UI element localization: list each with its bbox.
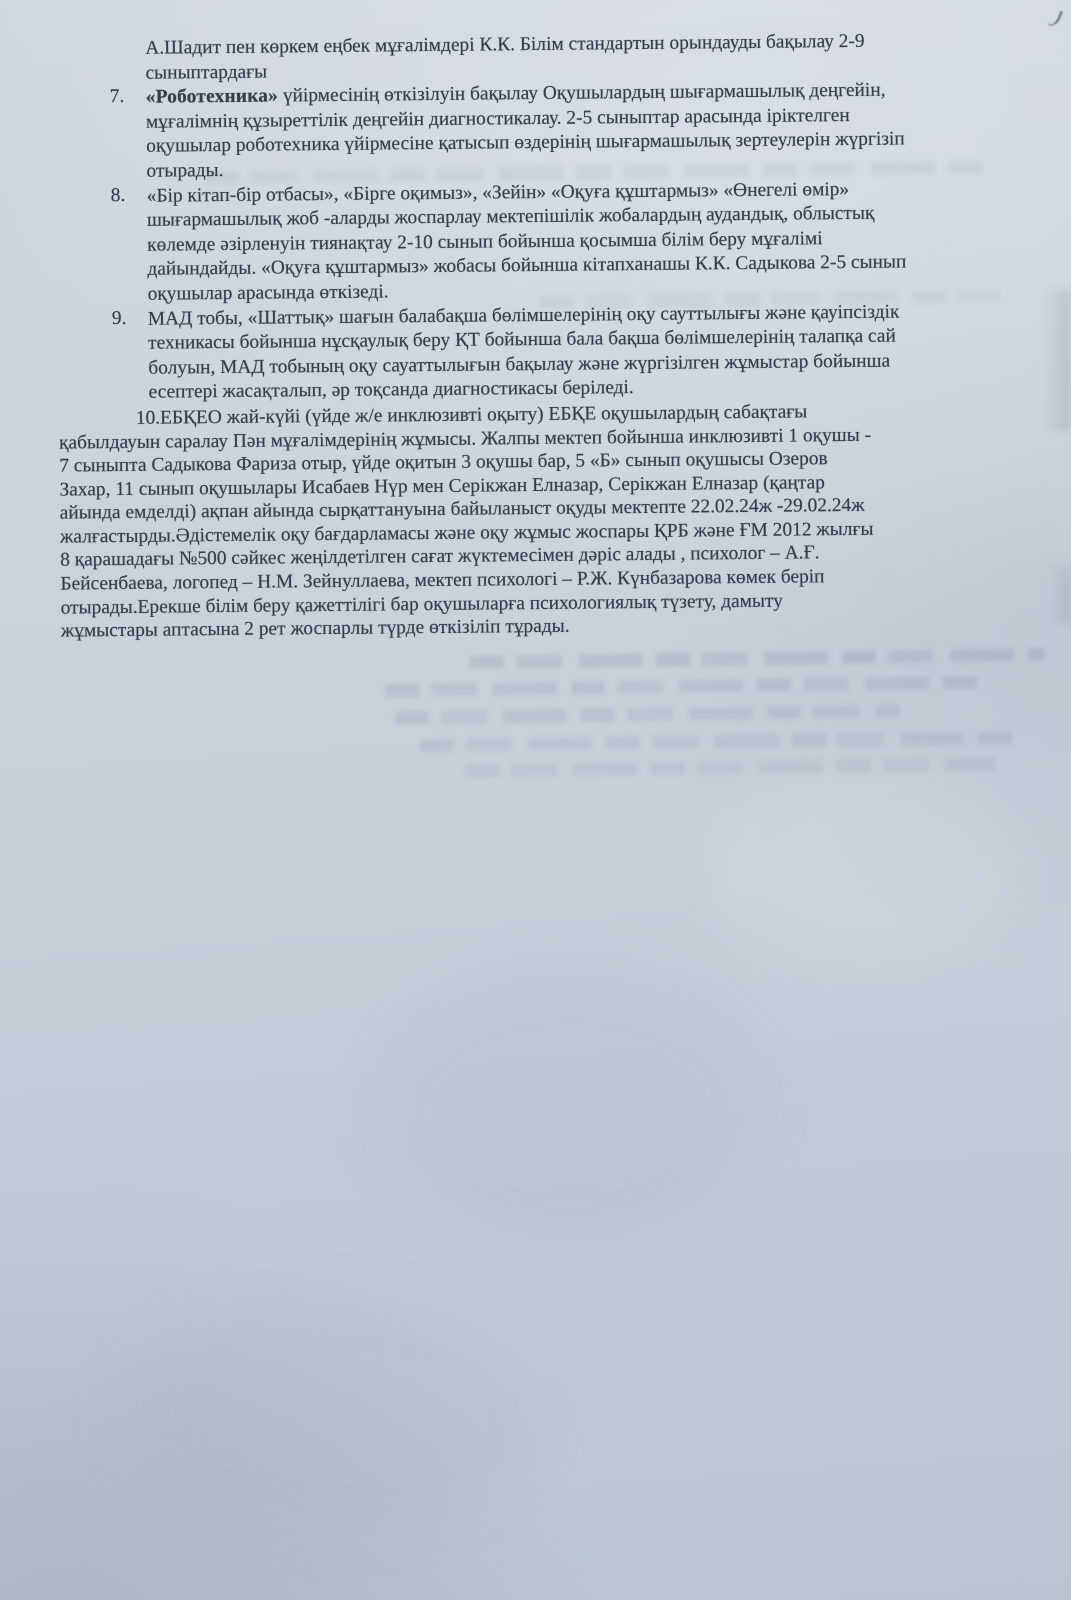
list-item-8 bbox=[0, 175, 1071, 308]
bold-term: «Роботехника» bbox=[145, 85, 279, 108]
paper-mottle bbox=[120, 1300, 540, 1530]
text-line: «Бір кітап-бір отбасы», «Бірге оқимыз», «Зейін» «Оқуға құштармыз» «Өнегелі өмір» bbox=[146, 178, 850, 207]
text-line: қабылдауын саралау Пән мұғалімдерінің жұмысы. Жалпы мектеп бойынша инклюзивті 1 оқушы - bbox=[58, 424, 872, 454]
text-line: мұғалімнің құзыреттілік деңгейін диагностикалау. 2-5 сыныптар арасында іріктелген bbox=[145, 104, 850, 133]
bleed-through-text bbox=[395, 704, 900, 724]
text-line: көлемде әзірленуін тиянақтау 2-10 сынып бойынша қосымша білім беру мұғалімі bbox=[147, 227, 823, 256]
text-line: отырады. bbox=[146, 159, 224, 182]
list-item-number: 9. bbox=[111, 307, 127, 329]
text-line: Бейсенбаева, логопед – Н.М. Зейнуллаева, мектеп психологі – Р.Ж. Күнбазарова көмек беріп bbox=[60, 566, 825, 595]
text-line: есептері жасақталып, әр тоқсанда диагностикасы беріледі. bbox=[148, 377, 634, 404]
text-line: сыныптардағы bbox=[145, 61, 268, 84]
text-line: жұмыстары аптасына 2 рет жоспарлы түрде өткізіліп тұрады. bbox=[60, 615, 570, 642]
bleed-through-text bbox=[385, 676, 985, 697]
text-line: Захар, 11 сынып оқушылары Исабаев Нүр мен Серікжан Елназар, Серікжан Елназар (қаңтар bbox=[59, 471, 825, 501]
text-line: 8 қарашадағы №500 сәйкес жеңілдетілген сағат жүктемесімен дәріс алады , психолог – А.Ғ. bbox=[60, 542, 820, 572]
text-line: жалғастырды.Әдістемелік оқу бағдарламасы және оқу жұмыс жоспары ҚРБ және ҒМ 2012 жылғы bbox=[59, 518, 874, 548]
text-line: оқушылар роботехника үйірмесіне қатысып өздерінің шығармашылық зертеулерін жүргізіп bbox=[146, 128, 905, 158]
list-item-number: 8. bbox=[110, 184, 126, 206]
text-line: 7 сыныпта Садыкова Фариза отыр, үйде оқитын 3 оқушы бар, 5 «Б» сынып оқушысы Озеров bbox=[59, 448, 828, 477]
list-item-number: 7. bbox=[109, 86, 125, 108]
list-item-7 bbox=[0, 77, 1070, 186]
hanging-continuation bbox=[145, 0, 1069, 86]
text-line: болуын, МАД тобының оқу сауаттылығын бақылау және жүргізілген жұмыстар бойынша bbox=[148, 350, 891, 379]
text-line: 10.ЕБҚЕО жай-күйі (үйде ж/е инклюзивті оқыту) ЕБҚЕ оқушылардың сабақтағы bbox=[135, 401, 808, 429]
text-line: дайындайды. «Оқуға құштармыз» жобасы бойынша кітапханашы К.К. Садыкова 2-5 сынып bbox=[147, 251, 907, 281]
paper-mottle bbox=[700, 760, 1030, 980]
bleed-through-text bbox=[470, 648, 1045, 669]
text-line: оқушылар арасында өткізеді. bbox=[147, 281, 389, 305]
text-line: отырады.Ерекше білім беру қажеттілігі бар оқушыларға психологиялық түзету, дамыту bbox=[60, 590, 783, 619]
document-text-block bbox=[0, 0, 1071, 644]
text-line: А.Шадит пен көркем еңбек мұғалімдері К.К. Білім стандартын орындауды бақылау 2-9 bbox=[145, 30, 865, 59]
text-line: техникасы бойынша нұсқаулық беру ҚТ бойынша бала бақша бөлімшелерінің талапқа сай bbox=[148, 325, 896, 354]
text-line-rest: үйірмесінің өткізілуін бақылау Оқушылардың шығармашылық деңгейін, bbox=[277, 79, 886, 107]
text-line: айында емделді) ақпан айында сырқаттануына байыланыст оқуды мектепте 22.02.24ж -29.02.24ж bbox=[59, 495, 865, 524]
bleed-through-text bbox=[465, 757, 995, 777]
text-line: шығармашылық жоб -аларды жоспарлау мектепішілік жобалардың аудандық, облыстық bbox=[146, 202, 875, 231]
text-line: МАД тобы, «Шаттық» шағын балабақша бөлімшелерінің оқу сауттылығы және қауіпсіздік bbox=[147, 301, 900, 330]
paper-mottle bbox=[380, 980, 760, 1240]
paragraph-10 bbox=[59, 398, 1071, 644]
bleed-through-text bbox=[420, 731, 1015, 752]
list-item-9 bbox=[0, 298, 1071, 407]
